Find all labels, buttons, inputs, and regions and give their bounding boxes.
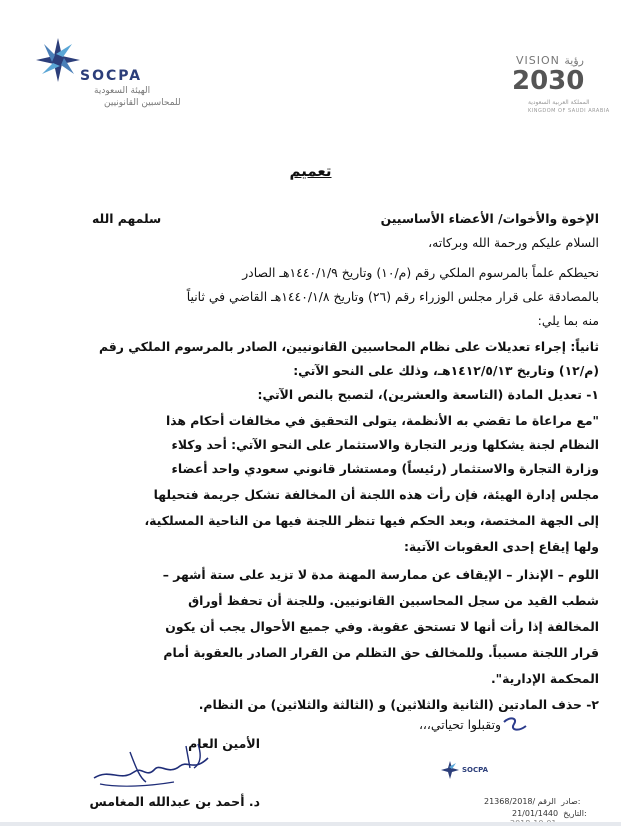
vision-label: VISION رؤية xyxy=(516,54,584,67)
greeting-honorific: سلمهم الله xyxy=(92,211,162,226)
body-line-1: نحيطكم علماً بالمرسوم الملكي رقم (م/١٠) وتاريخ ١٤٤٠/١/٩هـ الصادر xyxy=(242,265,599,280)
handwritten-signature xyxy=(90,738,220,793)
item1-heading: ١- تعديل المادة (التاسعة والعشرين)، لتصبح بالنص الآتي: xyxy=(257,387,599,402)
org-name-ar-line1: الهيئة السعودية xyxy=(94,86,151,96)
addressee: الإخوة والأخوات/ الأعضاء الأساسيين xyxy=(380,211,599,226)
item1-line: إلى الجهة المختصة، وبعد الحكم فيها تنظر اللجنة فيها من الناحية المسلكية، xyxy=(144,513,599,528)
body-line-3: منه بما يلي: xyxy=(537,313,599,328)
body-line-2: بالمصادقة على قرار مجلس الوزراء رقم (٢٦) وتاريخ ١٤٤٠/١/٨هـ القاضي في ثانياً xyxy=(186,289,599,304)
handwritten-mark xyxy=(500,714,530,736)
item1-line: المخالفة إذا رأت أنها لا تستحق عقوبة. وفي جميع الأحوال يجب أن يكون xyxy=(165,619,599,634)
org-name-en: SOCPA xyxy=(80,68,143,84)
signer-name: د. أحمد بن عبدالله المغامس xyxy=(89,794,260,809)
item1-line: المحكمة الإدارية". xyxy=(490,671,599,686)
item1-line: ولها إيقاع إحدى العقوبات الآتية: xyxy=(403,539,599,554)
second-line-1: ثانياً: إجراء تعديلات على نظام المحاسبين القانونيين، الصادر بالمرسوم الملكي رقم xyxy=(98,339,599,354)
ref-number: 21368/2018/ صادر الرقم: xyxy=(484,797,581,806)
item1-line: اللوم – الإنذار – الإيقاف عن ممارسة المهنة مدة لا تزيد على ستة أشهر – xyxy=(162,567,599,582)
ref-date: 21/01/1440 التاريخ: xyxy=(512,809,587,818)
item1-line: قرار اللجنة مسبباً. وللمخالف حق التظلم من القرار الصادر بالعقوبة أمام xyxy=(163,645,599,660)
item1-line: وزارة التجارة والاستثمار (رئيساً) ومستشار قانوني سعودي واحد أعضاء xyxy=(171,461,599,476)
signer-title: الأمين العام xyxy=(188,736,260,751)
second-line-2: (م/١٢) وتاريخ ١٤١٢/٥/١٣هـ، وذلك على النحو الآتي: xyxy=(293,363,599,378)
item1-line: شطب القيد من سجل المحاسبين القانونيين. وللجنة أن تحفظ أوراق xyxy=(188,593,599,608)
vision-2030-logo: 2030 xyxy=(512,66,585,96)
socpa-stamp-logo xyxy=(438,756,498,786)
footer-divider xyxy=(0,822,621,826)
item1-line: النظام لجنة يشكلها وزير التجارة والاستثمار على النحو الآتي: أحد وكلاء xyxy=(171,437,599,452)
item1-line: "مع مراعاة ما تقضي به الأنظمة، يتولى التحقيق في مخالفات أحكام هذا xyxy=(165,413,599,428)
closing: وتقبلوا تحياتي،،، xyxy=(418,717,501,732)
vision-kingdom-en: KINGDOM OF SAUDI ARABIA xyxy=(528,108,610,114)
salutation: السلام عليكم ورحمة الله وبركاته، xyxy=(428,235,599,250)
item2: ٢- حذف المادتين (الثانية والثلاثين) و (الثالثة والثلاثين) من النظام. xyxy=(198,697,599,712)
org-name-ar-line2: للمحاسبين القانونيين xyxy=(104,98,181,108)
vision-kingdom-ar: المملكة العربية السعودية xyxy=(528,99,590,106)
memo-title: تعميم xyxy=(289,162,332,180)
item1-line: مجلس إدارة الهيئة، فإن رأت هذه اللجنة أن المخالفة تشكل جريمة فتحيلها xyxy=(153,487,599,502)
svg-text:SOCPA: SOCPA xyxy=(462,766,489,774)
